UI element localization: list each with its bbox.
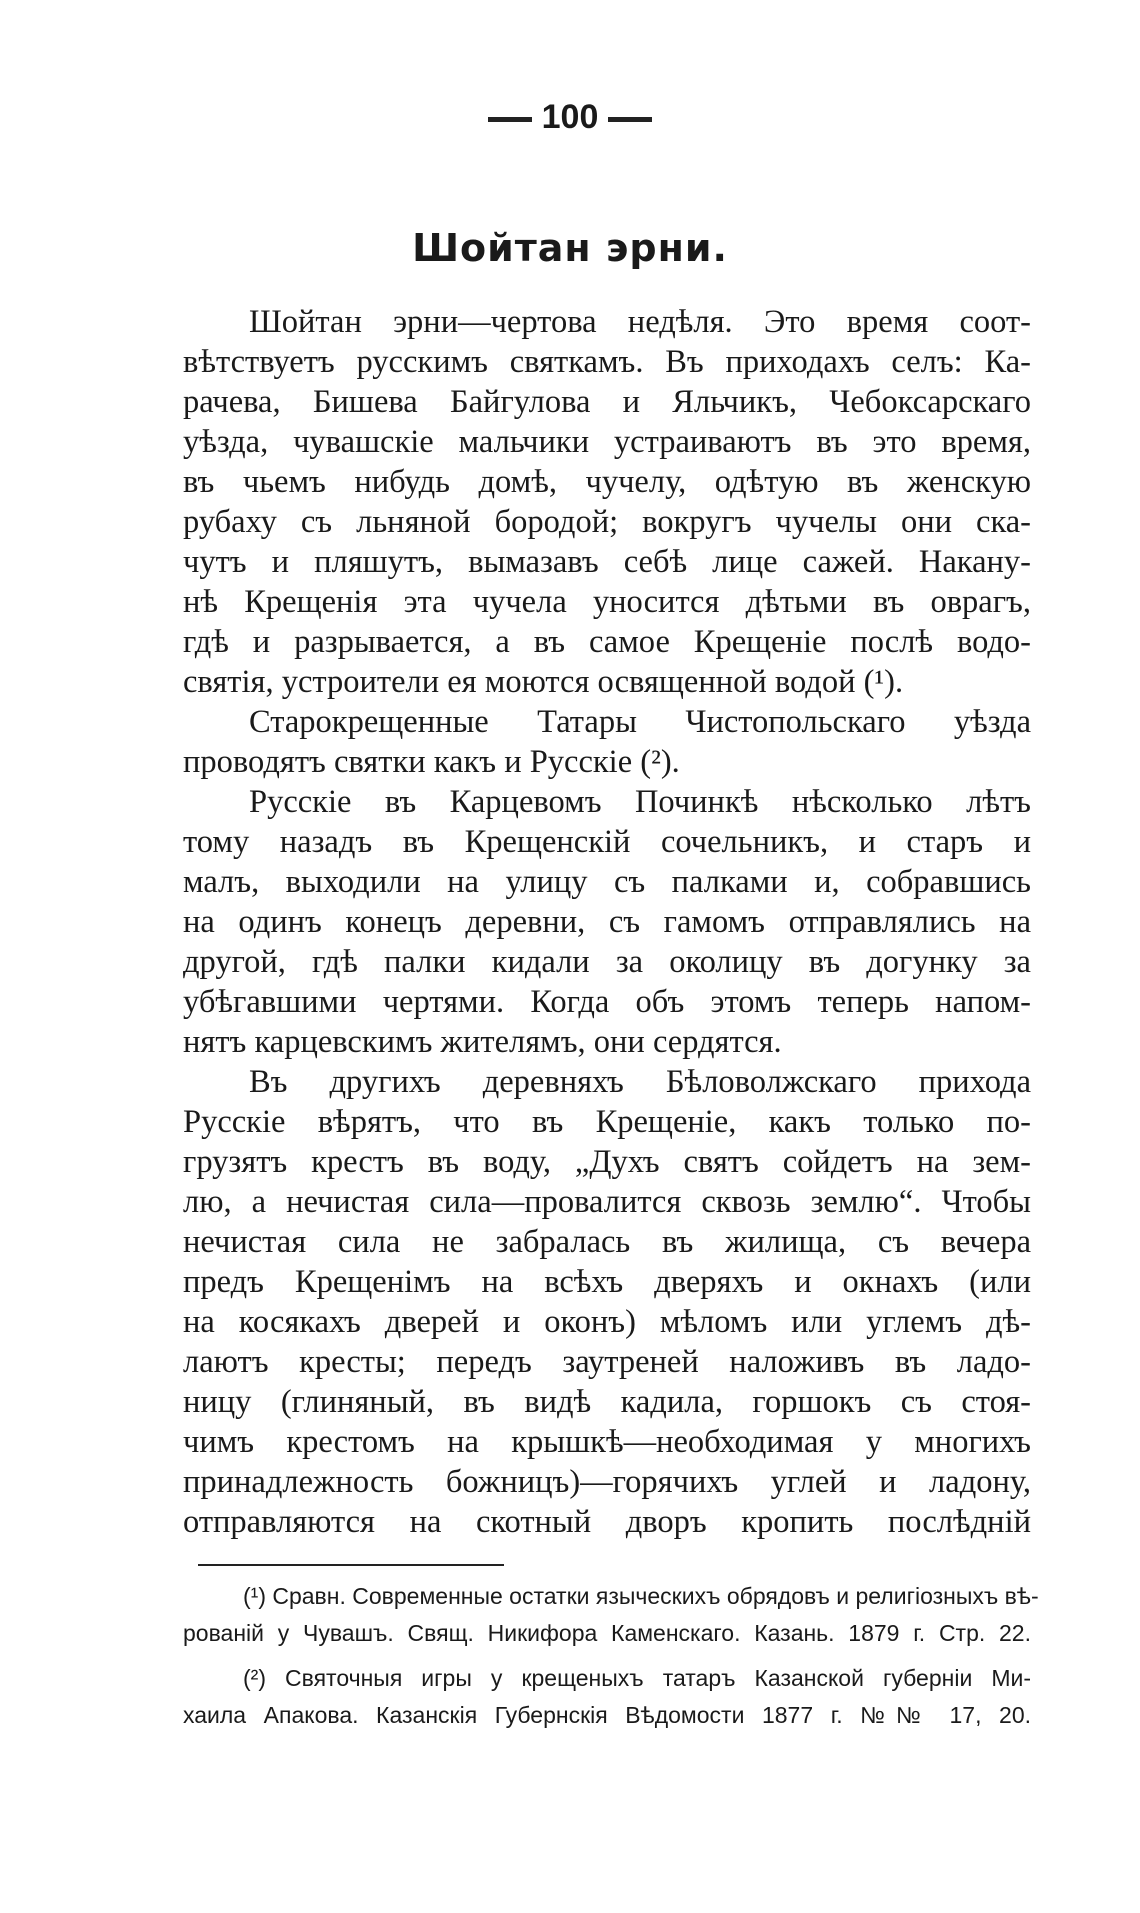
body-line: рачева, Бишева Байгулова и Яльчикъ, Чебоксарскаго	[183, 384, 1031, 420]
body-line: уѣзда, чувашскiе мальчики устраиваютъ въ это время,	[183, 424, 1031, 460]
body-line: въ чьемъ нибудь домѣ, чучелу, одѣтую въ женскую	[183, 464, 1031, 500]
footnote-line: рованiй у Чувашъ. Свящ. Никифора Каменскаго. Казань. 1879 г. Стр. 22.	[183, 1620, 1031, 1646]
body-line: святiя, устроители ея моются освященной водой (¹).	[183, 664, 904, 700]
body-line: лаютъ кресты; передъ заутреней наложивъ въ ладо-	[183, 1344, 1031, 1380]
body-line: отправляются на скотный дворъ кропить послѣднiй	[183, 1504, 1031, 1540]
body-line: Въ другихъ деревняхъ Бѣловолжскаго прихода	[249, 1064, 1031, 1100]
body-line: малъ, выходили на улицу съ палками и, собравшись	[183, 864, 1031, 900]
body-line: чимъ крестомъ на крышкѣ—необходимая у многихъ	[183, 1424, 1031, 1460]
body-line: тому назадъ въ Крещенскiй сочельникъ, и старъ и	[183, 824, 1031, 860]
body-line: предъ Крещенiмъ на всѣхъ дверяхъ и окнахъ (или	[183, 1264, 1031, 1300]
body-line: рубаху съ льняной бородой; вокругъ чучелы они ска-	[183, 504, 1031, 540]
body-text	[183, 302, 1031, 1542]
page-number: 100	[541, 98, 599, 136]
body-line: чутъ и пляшутъ, вымазавъ себѣ лице сажей. Наканy-	[183, 544, 1031, 580]
page-header	[0, 98, 1140, 137]
body-line: на одинъ конецъ деревни, съ гамомъ отправлялись на	[183, 904, 1031, 940]
footnote-divider	[198, 1564, 504, 1566]
body-line: ницу (глиняный, въ видѣ кадила, горшокъ съ стоя-	[183, 1384, 1031, 1420]
body-line: на косякахъ дверей и оконъ) мѣломъ или углемъ дѣ-	[183, 1304, 1031, 1340]
body-line: нятъ карцевскимъ жителямъ, они сердятся.	[183, 1024, 782, 1060]
body-line: вѣтствуетъ русскимъ святкамъ. Въ приходахъ селъ: Ка-	[183, 344, 1031, 380]
body-line: гдѣ и разрывается, а въ самое Крещенiе послѣ водо-	[183, 624, 1031, 660]
footnote-line: (¹) Сравн. Современные остатки языческихъ обрядовъ и религiозныхъ вѣ-	[243, 1583, 1039, 1609]
body-line: проводятъ святки какъ и Русскiе (²).	[183, 744, 680, 780]
body-line: принадлежность божницъ)—горячихъ углей и ладону,	[183, 1464, 1031, 1500]
body-line: другой, гдѣ палки кидали за околицу въ догунку за	[183, 944, 1031, 980]
body-line: Старокрещенные Татары Чистопольскаго уѣзда	[249, 704, 1031, 740]
body-line: нѣ Крещенiя эта чучела уносится дѣтьми въ оврагъ,	[183, 584, 1031, 620]
body-line: лю, а нечистая сила—провалится сквозь землю“. Чтобы	[183, 1184, 1031, 1220]
body-line: грузятъ крестъ въ воду, „Духъ святъ сойдетъ на зем-	[183, 1144, 1031, 1180]
ornament-dash-right	[608, 117, 652, 122]
body-line: Русскiе вѣрятъ, что въ Крещенiе, какъ только по-	[183, 1104, 1031, 1140]
body-line: нечистая сила не забралась въ жилища, съ вечера	[183, 1224, 1031, 1260]
body-line: Шойтан эрни—чертова недѣля. Это время соот-	[249, 304, 1031, 340]
footnote-line: хаила Апакова. Казанскiя Губернскiя Вѣдомости 1877 г. №№ 17, 20.	[183, 1702, 1031, 1728]
footnote-line: (²) Святочныя игры у крещеныхъ татаръ Казанской губернiи Ми-	[243, 1665, 1031, 1691]
ornament-dash-left	[488, 117, 532, 122]
body-line: убѣгавшими чертями. Когда объ этомъ теперь напом-	[183, 984, 1031, 1020]
body-line: Русскiе въ Карцевомъ Починкѣ нѣсколько лѣтъ	[249, 784, 1031, 820]
footnotes	[183, 1578, 1039, 1734]
section-title: Шойтан эрни.	[412, 226, 728, 270]
